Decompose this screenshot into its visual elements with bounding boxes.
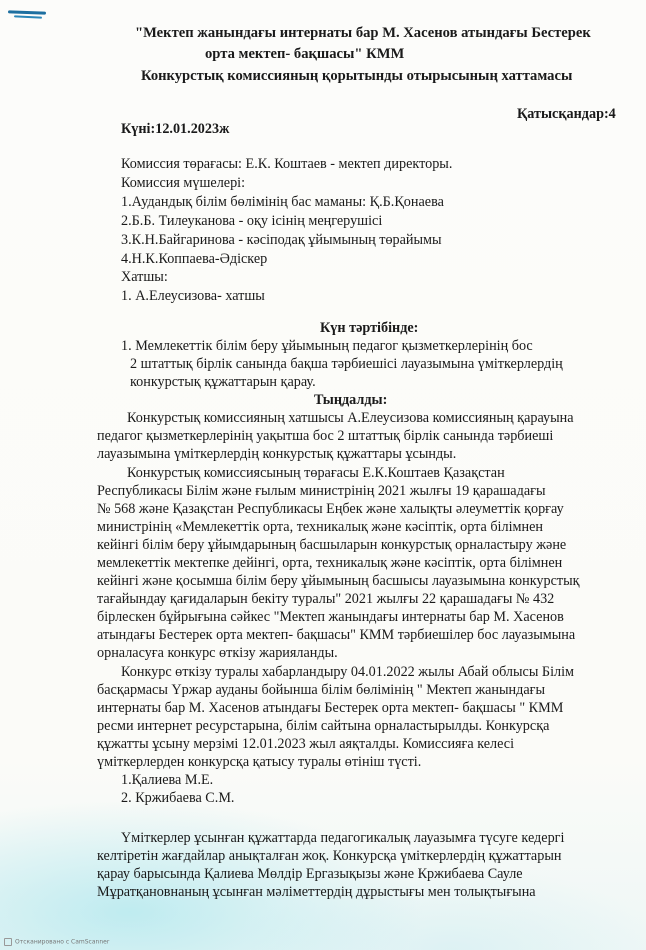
applicant-item: 1.Қалиева М.Е.	[121, 772, 214, 788]
agenda-line: 1. Мемлекеттік білім беру ұйымының педагог қызметкерлерінің бос	[121, 338, 533, 354]
body-line: үміткерлерден конкурсқа қатысу туралы өтініш түсті.	[97, 754, 422, 770]
body-line: министрінің «Мемлекеттік орта, техникалық және кәсіптік, орта білімнен	[97, 519, 543, 535]
header-line-1: "Мектеп жанындағы интернаты бар М. Хасенов атындағы Бестерек	[135, 25, 591, 41]
scanner-footer	[4, 938, 109, 946]
body-line: интернаты бар М. Хасенов атындағы Бестерек орта мектеп- бақшасы " КММ	[97, 700, 564, 716]
body-line: лауазымына үміткерлердің конкурстық құжаттары ұсынды.	[97, 446, 457, 462]
body-line: ресми интернет ресурстарына, білім сайтына орналастырылды. Конкурсқа	[97, 718, 550, 734]
body-line: Конкурстық комиссиясының төрағасы Е.К.Коштаев Қазақстан	[127, 465, 505, 481]
body-line: Конкурс өткізу туралы хабарландыру 04.01.2022 жылы Абай облысы Білім	[121, 664, 575, 680]
body-line: басқармасы Үржар ауданы бойынша білім бөлімінің " Мектеп жанындағы	[97, 682, 545, 698]
listened-title: Тыңдалды:	[314, 392, 388, 408]
scanner-footer-text: Отсканировано с CamScanner	[15, 938, 110, 946]
body-line: атындағы Бестерек орта мектеп- бақшасы" КММ тәрбиешілер бос лауазымына	[97, 627, 576, 643]
meeting-date: Күні:12.01.2023ж	[121, 121, 230, 137]
scanner-icon	[4, 938, 12, 946]
body-line: кейінгі және қосымша білім беру ұйымының басшысы лауазымына конкурстық	[97, 573, 580, 589]
conclusion-line: Үміткерлер ұсынған құжаттарда педагогикалық лауазымға түсуге кедергі	[121, 830, 565, 846]
conclusion-line: келтіретін жағдайлар анықталған жоқ. Конкурсқа үміткерлердің құжаттарын	[97, 848, 562, 864]
body-line: Республикасы Білім және ғылым министрінің 2021 жылғы 19 қарашадағы	[97, 483, 546, 499]
pen-mark	[8, 10, 46, 14]
header-line-2: орта мектеп- бақшасы" КММ	[205, 46, 405, 62]
conclusion-line: қарау барысында Қалиева Мөлдір Ергазықызы және Кржибаева Сауле	[97, 866, 523, 882]
commission-members-label: Комиссия мүшелері:	[121, 175, 246, 191]
agenda-title: Күн тәртібінде:	[320, 320, 419, 336]
secretary-name: 1. А.Елеусизова- хатшы	[121, 288, 265, 304]
body-line: бірлескен бұйрығына сәйкес "Мектеп жанындағы интернаты бар М. Хасенов	[97, 609, 564, 625]
header-line-3: Конкурстық комиссияның қорытынды отырысының хаттамасы	[141, 68, 573, 84]
applicant-item: 2. Кржибаева С.М.	[121, 790, 235, 806]
body-line: кейінгі білім беру ұйымдарының басшыларын конкурстық орналастыру және	[97, 537, 567, 553]
participants-count: Қатысқандар:4	[517, 106, 616, 122]
commission-member: 4.Н.К.Коппаева-Әдіскер	[121, 251, 268, 267]
commission-chair: Комиссия төрағасы: Е.К. Коштаев - мектеп директоры.	[121, 156, 453, 172]
pen-mark-2	[14, 15, 42, 18]
agenda-line: 2 штаттық бірлік санында бақша тәрбиешісі лауазымына үміткерлердің	[130, 356, 563, 372]
conclusion-line: Мұратқановнаның ұсынған мәліметтердің дұрыстығы мен толықтығына	[97, 884, 536, 900]
body-line: тағайындау қағидаларын бекіту туралы" 2021 жылғы 22 қарашадағы № 432	[97, 591, 555, 607]
commission-member: 3.К.Н.Байгаринова - кәсіподақ ұйымының төрайымы	[121, 232, 442, 248]
body-line: мемлекеттік мектепке дейінгі, орта, техникалық және кәсіптік, орта білімнен	[97, 555, 563, 571]
body-line: Конкурстық комиссияның хатшысы А.Елеусизова комиссияның қарауына	[127, 410, 574, 426]
body-line: педагог қызметкерлерінің уақытша бос 2 штаттық бірлік санында тәрбиеші	[97, 428, 554, 444]
secretary-label: Хатшы:	[121, 269, 168, 285]
body-line: № 568 және Қазақстан Республикасы Еңбек және халықты әлеуметтік қорғау	[97, 501, 564, 517]
commission-member: 2.Б.Б. Тилеуканова - оқу ісінің меңгерушісі	[121, 213, 383, 229]
agenda-line: конкурстық құжаттарын қарау.	[130, 374, 316, 390]
commission-member: 1.Аудандық білім бөлімінің бас маманы: Қ.Б.Қонаева	[121, 194, 444, 210]
body-line: құжатты ұсыну мерзімі 12.01.2023 жыл аяқталды. Комиссияға келесі	[97, 736, 515, 752]
body-line: орналасуға конкурс өткізу жарияланды.	[97, 645, 338, 661]
